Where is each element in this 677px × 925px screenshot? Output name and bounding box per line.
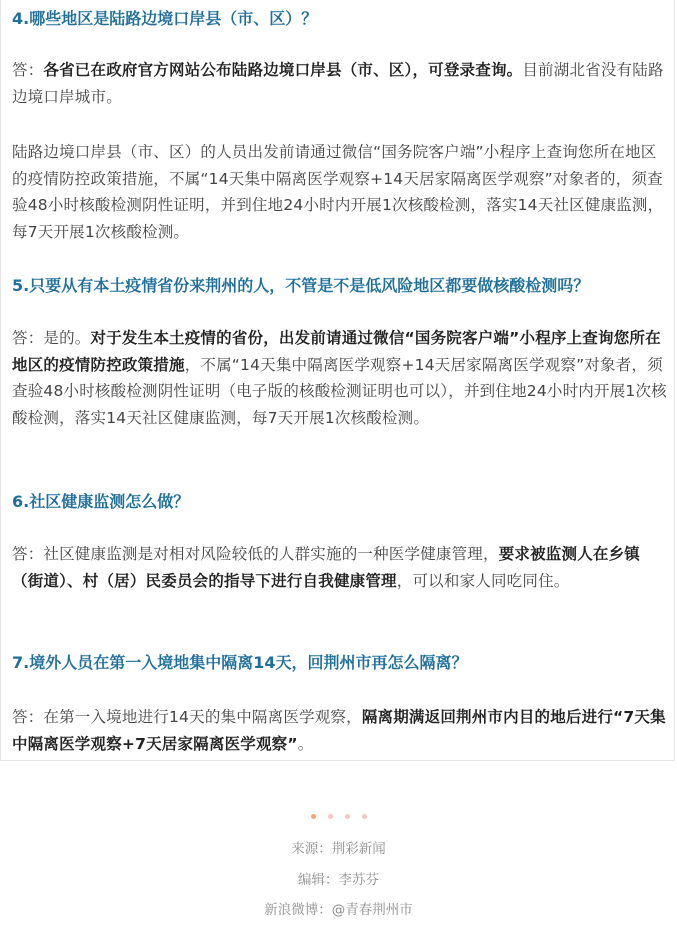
dot-4 [362,814,367,819]
answer-6-paragraph [12,541,668,594]
answer-4-paragraph-2: 陆路边境口岸县（市、区）的人员出发前请通过微信“国务院客户端”小程序上查询您所在地区的疫情防控政策措施，不属“14天集中隔离医学观察+14天居家隔离医学观察”对象者的，须查验48小时核酸检测阴性证明，并到住地24小时内开展1次核酸检测，落实14天社区健康监测，每7天开展1次核酸检测。 [12,143,664,242]
dot-1 [311,814,316,819]
answer-5-bold: 对于发生本土疫情的省份，出发前请通过微信“国务院客户端”小程序上查询您所在地区的疫情防控政策措施 [12,329,661,374]
answer-4-bold: 各省已在政府官方网站公布陆路边境口岸县（市、区），可登录查询。 [43,61,523,79]
answer-4-paragraph-1 [12,57,668,110]
answer-7-paragraph [12,704,668,757]
dot-2 [328,814,333,819]
answer-4-prefix: 答： [12,61,44,79]
footer-weibo: 新浪微博：@青春荆州市 [264,902,413,918]
answer-7-bold: 隔离期满返回荆州市内目的地后进行“7天集中隔离医学观察+7天居家隔离医学观察” [12,708,666,753]
answer-5-paragraph [12,325,668,432]
question-7-heading: 7.境外人员在第一入境地集中隔离14天，回荆州市再怎么隔离？ [12,653,468,672]
answer-7-rest: 。 [297,734,314,753]
footer-editor: 编辑：李苏芬 [298,872,379,888]
answer-7-prefix: 答：在第一入境地进行14天的集中隔离医学观察， [12,708,362,726]
answer-5-rest: ，不属“14天集中隔离医学观察+14天居家隔离医学观察”对象者，须查验48小时核酸检测阴性证明（电子版的核酸检测证明也可以），并到住地24小时内开展1次核酸检测，落实14天社区健康监测，每7天开展1次核酸检测。 [12,355,667,428]
answer-6-rest: ，可以和家人同吃同住。 [396,571,570,590]
answer-6-prefix: 答：社区健康监测是对相对风险较低的人群实施的一种医学健康管理， [12,545,499,563]
question-5-heading: 5.只要从有本土疫情省份来荆州的人，不管是不是低风险地区都要做核酸检测吗？ [12,276,590,295]
question-6-heading: 6.社区健康监测怎么做？ [12,492,190,511]
footer-source: 来源：荆彩新闻 [291,841,386,857]
answer-4-rest: 目前湖北省没有陆路边境口岸城市。 [12,61,664,106]
separator-dots [0,814,677,819]
answer-6-bold: 要求被监测人在乡镇（街道）、村（居）民委员会的指导下进行自我健康管理 [12,545,641,590]
answer-5-prefix: 答：是的。 [12,329,91,347]
dot-3 [345,814,350,819]
question-4-heading: 4.哪些地区是陆路边境口岸县（市、区）？ [12,9,318,28]
